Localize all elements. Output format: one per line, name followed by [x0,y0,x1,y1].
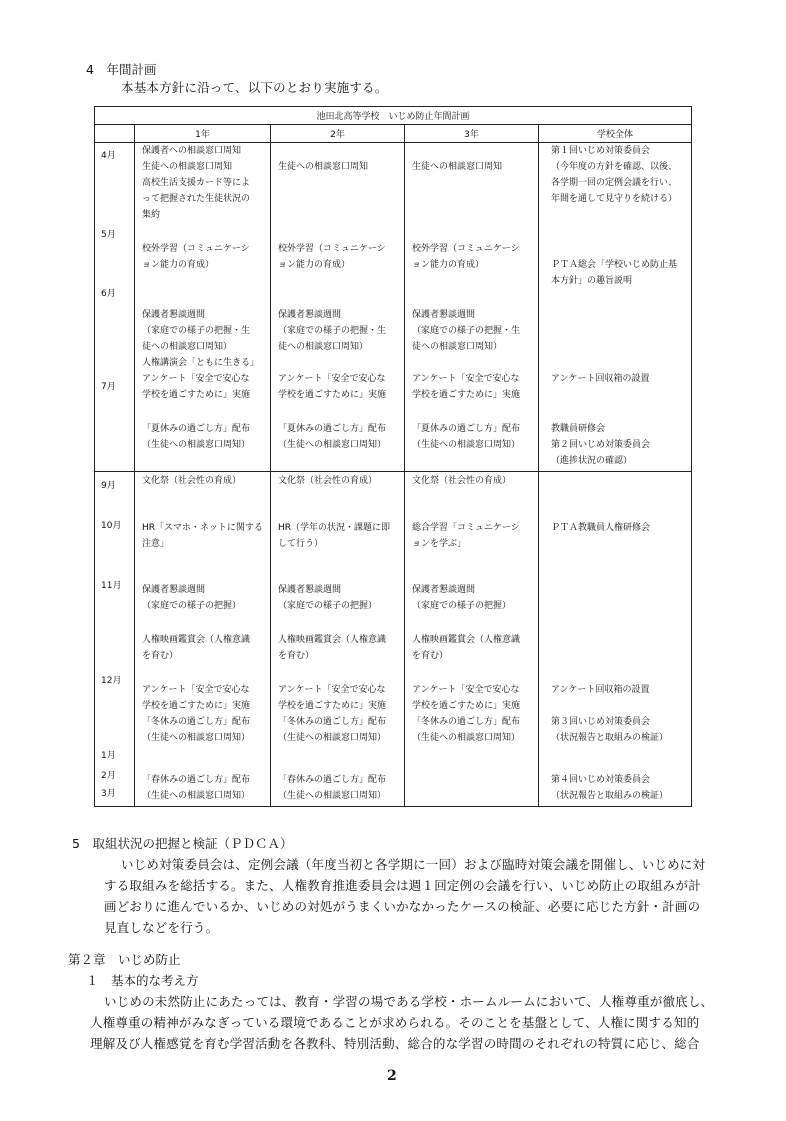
section-5-line: いじめ対策委員会は、定例会議（年度当初と各学期に一回）および臨時対策会議を開催し、いじめに対 [121,857,706,872]
plan-item: 文化祭（社会性の育成） [142,476,242,486]
month-label: 12月 [101,676,122,686]
plan-item: 集約 [142,210,161,220]
plan-item: （生徒への相談窓口周知） [412,440,521,450]
chapter-2-line: 人権尊重の精神がみなぎっている環境であることが求められる。そのことを基盤として、人権に関する知的 [90,1015,700,1030]
plan-item: 校外学習（コミュニケーシ [278,244,386,254]
chapter-2-heading: 第２章 いじめ防止 [68,952,181,967]
plan-item: 「春休みの過ごし方」配布 [142,775,251,785]
plan-item: （状況報告と取組みの検証） [551,791,669,801]
months-cell [95,472,134,806]
plan-item: 学校を過ごすために」実施 [142,390,251,400]
plan-item: アンケート「安全で安心な [278,685,386,695]
plan-item: して行う） [278,539,324,549]
whole-school-cell [539,143,691,471]
header-year-1: 1年 [135,125,271,143]
plan-item: （生徒への相談窓口周知） [278,733,387,743]
plan-item: 各学期一回の定例会議を行い、 [551,178,678,188]
plan-item: 人権映画鑑賞会（人権意識 [142,635,251,645]
plan-item: 「夏休みの過ごし方」配布 [412,424,521,434]
month-label: 10月 [101,521,122,531]
section-4-heading: 4 年間計画 [86,62,157,77]
plan-item: アンケート「安全で安心な [278,374,386,384]
table-row [95,472,692,807]
plan-item: を育む） [142,651,179,661]
plan-item: アンケート回収箱の設置 [551,374,650,384]
plan-item: アンケート「安全で安心な [142,685,250,695]
plan-item: ョンを学ぶ」 [412,539,467,549]
plan-item: 文化祭（社会性の育成） [278,476,378,486]
chapter-2-line: 理解及び人権感覚を育む学習活動を各教科、特別活動、総合的な学習の時間のそれぞれの特質に応じ、総合 [90,1036,700,1051]
plan-item: 教職員研修会 [551,424,606,434]
plan-item: 校外学習（コミュニケーシ [412,244,520,254]
plan-item: 「夏休みの過ごし方」配布 [278,424,387,434]
plan-item: を育む） [278,651,315,661]
plan-item: （生徒への相談窓口周知） [278,440,387,450]
plan-item: 保護者懇談週間 [278,585,342,595]
year2-cell [271,472,404,806]
plan-item: 保護者への相談窓口周知 [142,146,242,156]
plan-item: 徒への相談窓口周知） [278,342,369,352]
plan-item: 学校を過ごすために」実施 [278,701,387,711]
section-5-line: 見直しなどを行う。 [104,920,219,935]
plan-item: （家庭での様子の把握） [142,601,242,611]
plan-item: って把握された生徒状況の [142,194,251,204]
plan-item: を育む） [412,651,449,661]
page-number: 2 [387,1068,397,1084]
plan-item: 人権映画鑑賞会（人権意識 [412,635,521,645]
plan-item: アンケート「安全で安心な [142,374,250,384]
plan-item: 第１回いじめ対策委員会 [551,146,651,156]
plan-item: 「冬休みの過ごし方」配布 [142,717,251,727]
plan-item: ョン能力の育成） [412,260,485,270]
plan-item: 第４回いじめ対策委員会 [551,775,651,785]
chapter-2-line: いじめの未然防止にあたっては、教育・学習の場である学校・ホームルームにおいて、人権尊重が徹底し、 [104,994,714,1009]
section-5-line: 画どおりに進んでいるか、いじめの対処がうまくいかなかったケースの検証、必要に応じた方針・計画の [104,899,701,914]
plan-item: 生徒への相談窓口周知 [412,162,503,172]
plan-item: （今年度の方針を確認、以後、 [551,162,678,172]
year3-cell [405,472,538,806]
plan-item: 保護者懇談週間 [278,310,342,320]
plan-item: 保護者懇談週間 [412,585,476,595]
plan-item: （生徒への相談窓口周知） [412,733,521,743]
month-label: 4月 [101,151,116,161]
plan-item: 徒への相談窓口周知） [142,342,233,352]
months-cell [95,143,134,471]
plan-item: ョン能力の育成） [142,260,215,270]
plan-item: 校外学習（コミュニケーシ [142,244,250,254]
month-label: 2月 [101,771,116,781]
plan-item: 第３回いじめ対策委員会 [551,717,651,727]
plan-item: 学校を過ごすために」実施 [412,701,521,711]
month-label: 9月 [101,481,116,491]
plan-item: 「冬休みの過ごし方」配布 [278,717,387,727]
plan-item: HR「スマホ・ネットに関する [142,523,263,533]
header-year-2: 2年 [271,125,405,143]
header-month [95,125,135,143]
plan-item: ＰＴＡ教職員人権研修会 [551,523,651,533]
table-row [95,143,692,472]
plan-item: 「夏休みの過ごし方」配布 [142,424,251,434]
plan-item: アンケート「安全で安心な [412,685,520,695]
plan-item: （生徒への相談窓口周知） [142,791,251,801]
plan-item: 「春休みの過ごし方」配布 [278,775,387,785]
plan-item: 生徒への相談窓口周知 [142,162,233,172]
plan-item: 人権映画鑑賞会（人権意識 [278,635,387,645]
header-whole-school: 学校全体 [539,125,692,143]
plan-item: （家庭での様子の把握） [412,601,512,611]
section-5-heading: 5 取組状況の把握と検証（ＰＤＣＡ） [72,836,293,851]
month-label: 11月 [101,581,122,591]
year1-cell [135,472,270,806]
plan-item: （家庭での様子の把握・生 [412,326,521,336]
plan-item: 生徒への相談窓口周知 [278,162,369,172]
header-year-3: 3年 [405,125,539,143]
plan-item: 高校生活支援カード等によ [142,178,251,188]
annual-plan-table [94,106,692,807]
plan-item: （生徒への相談窓口周知） [142,733,251,743]
month-label: 5月 [101,230,116,240]
month-label: 6月 [101,289,116,299]
plan-item: 保護者懇談週間 [412,310,476,320]
plan-item: ョン能力の育成） [278,260,351,270]
plan-item: アンケート「安全で安心な [412,374,520,384]
plan-item: 「冬休みの過ごし方」配布 [412,717,521,727]
plan-item: 学校を過ごすために」実施 [142,701,251,711]
plan-item: 注意」 [142,539,170,549]
plan-item: （生徒への相談窓口周知） [142,440,251,450]
plan-item: （家庭での様子の把握・生 [278,326,387,336]
plan-item: HR（学年の状況・課題に即 [278,523,391,533]
chapter-2-subheading: １ 基本的な考え方 [86,973,199,988]
plan-item: 本方針」の趣旨説明 [551,276,633,286]
month-label: 1月 [101,751,116,761]
plan-item: 保護者懇談週間 [142,310,206,320]
plan-item: 総合学習「コミュニケーシ [412,523,520,533]
year2-cell [271,143,404,471]
plan-item: （家庭での様子の把握） [278,601,378,611]
plan-item: （進捗状況の確認） [551,456,633,466]
plan-item: 第２回いじめ対策委員会 [551,440,651,450]
plan-item: ＰＴＡ総会「学校いじめ防止基 [551,260,678,270]
plan-item: 学校を過ごすために」実施 [412,390,521,400]
year1-cell [135,143,270,471]
month-label: 7月 [101,382,116,392]
plan-item: （家庭での様子の把握・生 [142,326,251,336]
plan-item: 保護者懇談週間 [142,585,206,595]
plan-item: （状況報告と取組みの検証） [551,733,669,743]
plan-item: アンケート回収箱の設置 [551,685,650,695]
year3-cell [405,143,538,471]
section-4-intro: 本基本方針に沿って、以下のとおり実施する。 [121,80,388,95]
plan-item: （生徒への相談窓口周知） [278,791,387,801]
plan-item: 学校を過ごすために」実施 [278,390,387,400]
table-title: 池田北高等学校 いじめ防止年間計画 [95,107,692,125]
plan-item: 年間を通して見守りを続ける） [551,194,678,204]
section-5-line: する取組みを総括する。また、人権教育推進委員会は週１回定例の会議を行い、いじめ防止の取組みが計 [104,878,701,893]
whole-school-cell [539,472,691,806]
plan-item: 文化祭（社会性の育成） [412,476,512,486]
plan-item: 徒への相談窓口周知） [412,342,503,352]
month-label: 3月 [101,789,116,799]
plan-item: 人権講演会「ともに生きる」 [142,358,260,368]
